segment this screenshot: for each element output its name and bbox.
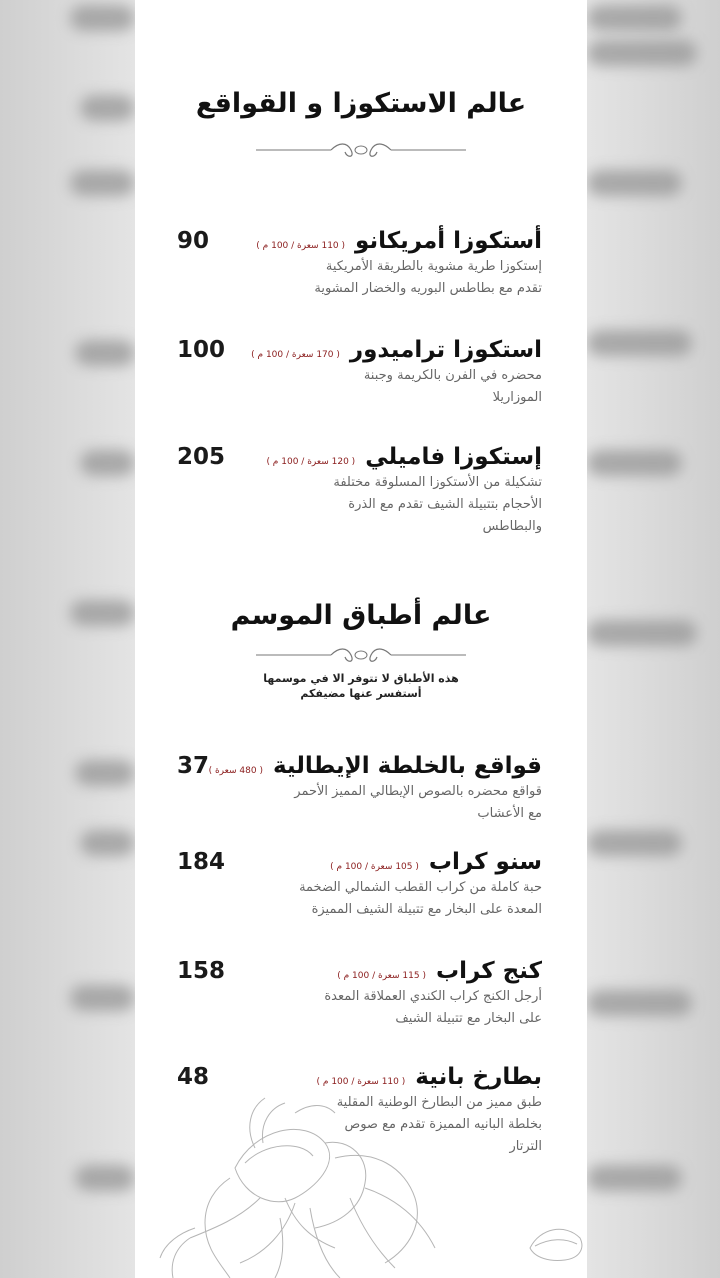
menu-page <box>135 0 587 1278</box>
item-calories: ( 480 سعرة ) <box>208 766 263 776</box>
item-price: 48 <box>177 1064 210 1090</box>
menu-item <box>175 958 542 1030</box>
menu-item <box>175 228 542 300</box>
item-name: قواقع بالخلطة الإيطالية <box>272 753 542 779</box>
seasonal-note: هذه الأطباق لا تتوفر الا في موسمها أستفسر عنها مضيفكم <box>263 672 459 700</box>
item-name: بطارخ بانية <box>415 1064 542 1090</box>
item-price: 158 <box>177 958 226 984</box>
item-calories: ( 115 سعرة / 100 م ) <box>337 971 426 981</box>
item-description: قواقع محضره بالصوص الإيطالي المميز الأحمر مع الأعشاب <box>294 784 542 821</box>
item-name: استكوزا تراميدور <box>349 337 542 363</box>
item-price: 37 <box>177 753 210 779</box>
item-calories: ( 120 سعرة / 100 م ) <box>266 457 356 467</box>
section-title-seasonal: عالم أطباق الموسم <box>230 600 492 631</box>
item-price: 100 <box>177 337 226 363</box>
item-calories: ( 110 سعرة / 100 م ) <box>316 1077 406 1087</box>
menu-item <box>175 753 542 825</box>
menu-item <box>175 337 542 409</box>
blurred-background-right <box>587 0 720 1278</box>
ornament-divider <box>135 645 587 669</box>
item-name: إستكوزا فاميلي <box>365 444 542 470</box>
menu-item <box>175 444 542 538</box>
item-description: طبق مميز من البطارخ الوطنية المقلية بخلطة البانيه المميزة تقدم مع صوص الترتار <box>336 1095 542 1154</box>
item-description: محضره في الفرن بالكريمة وجبنة الموزاريلا <box>363 368 542 405</box>
item-description: أرجل الكنج كراب الكندي العملاقة المعدة على البخار مع تتبيلة الشيف <box>324 989 542 1026</box>
item-description: إستكوزا طرية مشوية بالطريقة الأمريكية تقدم مع بطاطس البوريه والخضار المشوية <box>314 259 542 296</box>
ornament-divider <box>135 140 587 164</box>
item-calories: ( 110 سعرة / 100 م ) <box>256 241 346 251</box>
section-title-lobster: عالم الاستكوزا و القواقع <box>195 88 527 119</box>
item-price: 205 <box>177 444 226 470</box>
item-calories: ( 105 سعرة / 100 م ) <box>330 862 419 872</box>
blurred-background-left <box>0 0 135 1278</box>
item-description: حبة كاملة من كراب القطب الشمالي الضخمة المعدة على البخار مع تتبيلة الشيف المميزة <box>299 880 542 917</box>
item-name: كنج كراب <box>435 958 542 984</box>
menu-item <box>175 849 542 921</box>
item-price: 184 <box>177 849 226 875</box>
item-description: تشكيلة من الأستكوزا المسلوقة مختلفة الأحجام بتتبيلة الشيف تقدم مع الذرة والبطاطس <box>333 475 542 534</box>
item-name: أستكوزا أمريكانو <box>355 228 542 254</box>
item-name: سنو كراب <box>428 849 542 875</box>
crab-sketch-illustration <box>135 1048 587 1278</box>
item-calories: ( 170 سعرة / 100 م ) <box>251 350 340 360</box>
item-price: 90 <box>177 228 210 254</box>
